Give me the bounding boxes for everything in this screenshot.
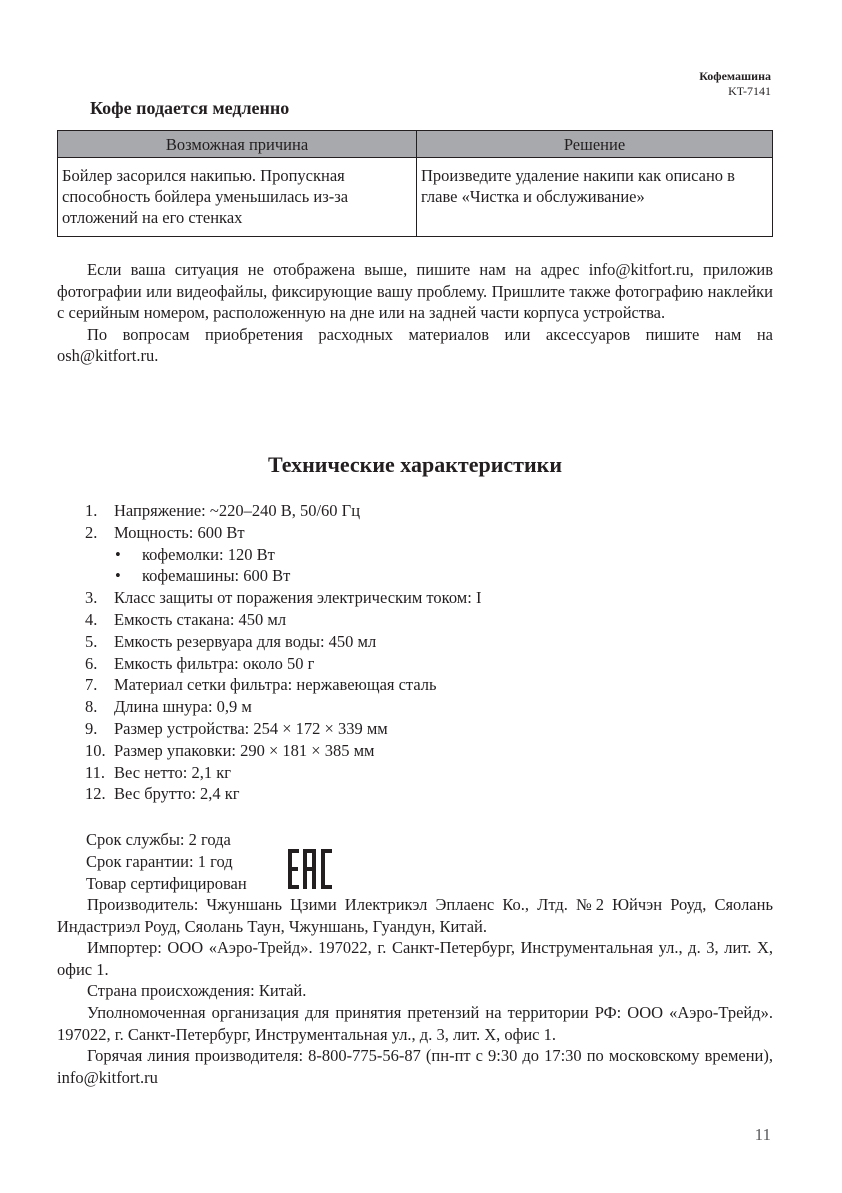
spec-item: 6. Емкость фильтра: около 50 г	[85, 653, 315, 673]
spec-item: 4. Емкость стакана: 450 мл	[85, 609, 287, 629]
table-row	[58, 158, 773, 237]
trouble-title: Кофе подается медленно	[90, 98, 290, 118]
legal-block	[57, 894, 773, 1088]
spec-item: 7. Материал сетки фильтра: нержавеющая сталь	[85, 675, 437, 695]
representative-paragraph: Уполномоченная организация для принятия претензий на территории РФ: ООО «Аэро-Трейд». 197022, г. Санкт-Петербург, Инструментальная ул., д. 3, лит. Х, офис 1.	[57, 1002, 773, 1044]
contact-paragraph: Если ваша ситуация не отображена выше, пишите нам на адрес info@kitfort.ru, приложив фотографии или видеофайлы, фиксирующие вашу проблему. Пришлите также фотографию наклейки с серийным номером, расположенную на дне или на задней части корпуса устройства.	[57, 260, 773, 323]
spec-item: 1. Напряжение: ~220–240 В, 50/60 Гц	[85, 501, 361, 520]
col-cause-header: Возможная причина	[58, 131, 417, 158]
table-header-row	[58, 131, 773, 158]
specs-title: Технические характеристики	[267, 452, 563, 477]
col-solution-header: Решение	[417, 131, 773, 158]
spec-item: 10. Размер упаковки: 290 × 181 × 385 мм	[85, 740, 375, 760]
spec-item: 2. Мощность: 600 Вт	[85, 522, 245, 542]
spec-item: 11. Вес нетто: 2,1 кг	[85, 762, 232, 782]
warranty-period: Срок гарантии: 1 год	[86, 851, 233, 871]
spec-sub-item: • кофемолки: 120 Вт	[115, 544, 275, 564]
spec-item: 9. Размер устройства: 254 × 172 × 339 мм	[85, 718, 388, 738]
cause-cell: Бойлер засорился накипью. Пропускная способность бойлера уменьшилась из-за отложений на его стенках	[58, 158, 417, 237]
eac-mark-icon	[288, 849, 332, 889]
spec-item: 8. Длина шнура: 0,9 м	[85, 697, 252, 717]
origin-paragraph: Страна происхождения: Китай.	[87, 981, 307, 1001]
hotline-paragraph: Горячая линия производителя: 8-800-775-56-87 (пн-пт с 9:30 до 17:30 по московскому времени), info@kitfort.ru	[57, 1046, 773, 1087]
spec-sub-item: • кофемашины: 600 Вт	[115, 566, 291, 586]
specs-list	[85, 500, 481, 805]
service-block	[86, 829, 247, 894]
service-life: Срок службы: 2 года	[86, 830, 231, 849]
importer-paragraph: Импортер: ООО «Аэро-Трейд». 197022, г. Санкт-Петербург, Инструментальная ул., д. 3, лит. Х, офис 1.	[57, 938, 773, 979]
spec-item: 12. Вес брутто: 2,4 кг	[85, 784, 240, 804]
supplies-paragraph: По вопросам приобретения расходных материалов или аксессуаров пишите нам на osh@kitfort.ru.	[57, 324, 773, 366]
solution-cell: Произведите удаление накипи как описано в главе «Чистка и обслуживание»	[417, 158, 773, 237]
header-product: Кофемашина	[699, 69, 771, 83]
spec-item: 5. Емкость резервуара для воды: 450 мл	[85, 631, 377, 651]
manufacturer-paragraph: Производитель: Чжуншань Цзими Илектрикэл Эплаенс Ко., Лтд. №2 Юйчэн Роуд, Сяолань Индастриэл Роуд, Сяолань Таун, Чжуншань, Гуандун, Китай.	[57, 895, 773, 936]
troubleshooting-table	[57, 130, 773, 237]
contact-block	[57, 259, 773, 367]
page-number: 11	[754, 1125, 771, 1144]
certified-label: Товар сертифицирован	[86, 873, 247, 893]
header-model: KT-7141	[728, 84, 771, 98]
spec-item: 3. Класс защиты от поражения электрическим током: I	[85, 588, 482, 608]
